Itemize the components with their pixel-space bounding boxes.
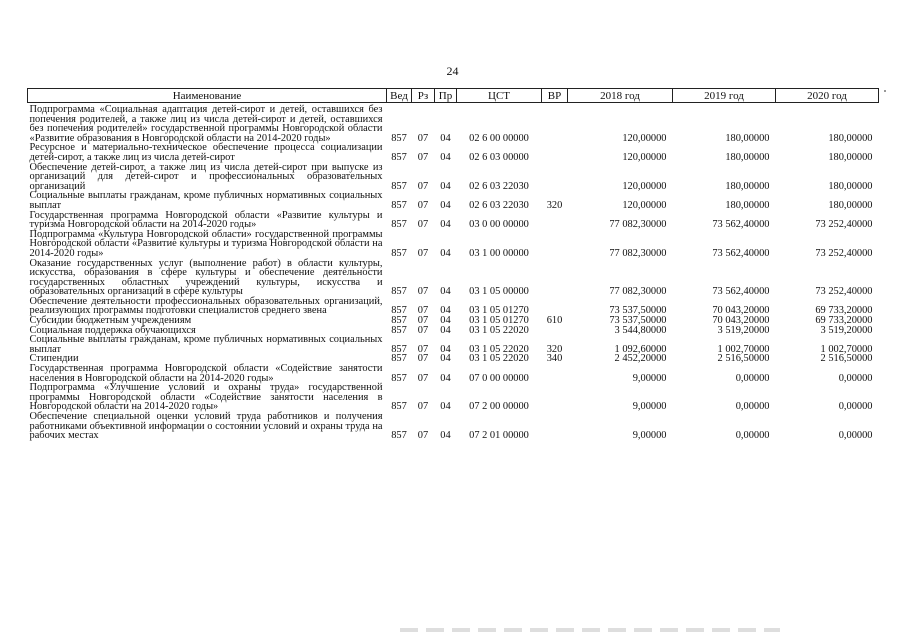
- cell-rz: 07: [417, 180, 429, 192]
- header-2019: 2019 год: [673, 89, 776, 103]
- cell-2020: 0,00000: [838, 401, 873, 413]
- cell-2019: 73 562,40000: [712, 219, 770, 231]
- table-row: [28, 297, 879, 316]
- cell-2019: 0,00000: [735, 372, 770, 384]
- cell-ved: 857: [391, 247, 407, 259]
- cell-name: Обеспечение детей-сирот, а также лиц из числа детей-сирот при выпуске из организаций для детей-сирот и профессиональных образовательных организаций: [29, 161, 383, 192]
- cell-ved: 857: [391, 324, 407, 336]
- cell-ved: 857: [391, 199, 407, 211]
- cell-2020: 1 002,70000: [820, 343, 873, 355]
- cell-rz: 07: [417, 132, 429, 144]
- table-row: [28, 163, 879, 192]
- cell-pr: 04: [440, 219, 451, 231]
- cell-ved: 857: [391, 286, 407, 298]
- cell-vr: [542, 383, 568, 412]
- cell-2018: 120,00000: [622, 180, 667, 192]
- table-header-row: [28, 89, 879, 103]
- table-row: [28, 383, 879, 412]
- cell-ved: 857: [391, 343, 407, 355]
- cell-2018: 9,00000: [632, 372, 667, 384]
- cell-cst: 02 6 00 00000: [469, 132, 529, 144]
- cell-rz: 07: [417, 430, 429, 442]
- table-row: [28, 364, 879, 383]
- cell-cst: 02 6 03 00000: [469, 151, 529, 163]
- cell-cst: 02 6 03 22030: [469, 180, 529, 192]
- cell-ved: 857: [391, 219, 407, 231]
- cell-2020: 73 252,40000: [815, 286, 873, 298]
- cell-pr: 04: [440, 343, 451, 355]
- cell-rz: 07: [417, 286, 429, 298]
- cell-ved: 857: [391, 180, 407, 192]
- cell-cst: 03 1 05 00000: [469, 286, 529, 298]
- cell-ved: 857: [391, 305, 407, 317]
- header-2018: 2018 год: [568, 89, 673, 103]
- cell-2020: 180,00000: [828, 151, 873, 163]
- cell-2019: 73 562,40000: [712, 247, 770, 259]
- cell-2018: 3 544,80000: [614, 324, 667, 336]
- cell-pr: 04: [440, 132, 451, 144]
- cell-2020: 3 519,20000: [820, 324, 873, 336]
- cell-name: Государственная программа Новгородской области «Содействие занятости населения в Новгородской области на 2014-2020 годы»: [29, 363, 383, 384]
- cell-vr: [542, 163, 568, 192]
- cell-pr: 04: [440, 315, 451, 327]
- cell-cst: 07 2 01 00000: [469, 430, 529, 442]
- header-pr: Пр: [435, 89, 457, 103]
- cell-name: Социальная поддержка обучающихся: [29, 324, 196, 336]
- cell-name: Государственная программа Новгородской области «Развитие культуры и туризма Новгородской области на 2014-2020 годы»: [29, 209, 383, 231]
- cell-2019: 3 519,20000: [717, 324, 770, 336]
- cell-name: Ресурсное и материально-техническое обеспечение процесса социализации детей-сирот, а также лиц из числа детей-сирот: [29, 142, 383, 163]
- cell-cst: 07 2 00 00000: [469, 401, 529, 413]
- cell-vr: [542, 297, 568, 316]
- cell-pr: 04: [440, 324, 451, 336]
- cell-2020: 73 252,40000: [815, 219, 873, 231]
- cell-vr: [542, 211, 568, 230]
- cell-2019: 0,00000: [735, 401, 770, 413]
- cell-vr: [542, 259, 568, 297]
- cell-pr: 04: [440, 151, 451, 163]
- cell-cst: 07 0 00 00000: [469, 372, 529, 384]
- header-name: Наименование: [28, 89, 387, 103]
- cell-2020: 180,00000: [828, 132, 873, 144]
- table-row: [28, 230, 879, 259]
- table-row: [28, 335, 879, 354]
- cell-vr: 340: [546, 353, 563, 365]
- cell-name: Подпрограмма «Улучшение условий и охраны труда» государственной программы Новгородской области «Содействие занятости населения в Новгородской области на 2014-2020 годы»: [29, 382, 383, 413]
- header-cst: ЦСТ: [457, 89, 542, 103]
- cell-ved: 857: [391, 372, 407, 384]
- cell-name: Субсидии бюджетным учреждениям: [29, 315, 192, 327]
- cell-rz: 07: [417, 219, 429, 231]
- header-ved: Вед: [387, 89, 412, 103]
- cell-vr: [542, 364, 568, 383]
- cell-cst: 03 1 00 00000: [469, 247, 529, 259]
- cell-pr: 04: [440, 199, 451, 211]
- cell-2019: 1 002,70000: [717, 343, 770, 355]
- header-vr: ВР: [542, 89, 568, 103]
- cell-rz: 07: [417, 372, 429, 384]
- cell-cst: 03 0 00 00000: [469, 219, 529, 231]
- cell-2019: 73 562,40000: [712, 286, 770, 298]
- header-rz: Рз: [412, 89, 435, 103]
- cell-2019: 180,00000: [725, 132, 770, 144]
- cell-pr: 04: [440, 180, 451, 192]
- cell-ved: 857: [391, 430, 407, 442]
- cell-ved: 857: [391, 151, 407, 163]
- cell-2020: 69 733,20000: [815, 305, 873, 317]
- cell-2018: 77 082,30000: [609, 219, 667, 231]
- cell-rz: 07: [417, 324, 429, 336]
- cell-2018: 120,00000: [622, 132, 667, 144]
- cell-rz: 07: [417, 315, 429, 327]
- cell-pr: 04: [440, 247, 451, 259]
- cell-pr: 04: [440, 372, 451, 384]
- cell-pr: 04: [440, 353, 451, 365]
- cell-2018: 120,00000: [622, 151, 667, 163]
- cell-2018: 77 082,30000: [609, 286, 667, 298]
- cell-2020: 2 516,50000: [820, 353, 873, 365]
- cell-rz: 07: [417, 247, 429, 259]
- cell-2018: 9,00000: [632, 401, 667, 413]
- cell-2019: 180,00000: [725, 180, 770, 192]
- cell-rz: 07: [417, 199, 429, 211]
- cell-name: Обеспечение специальной оценки условий труда работников и получения работниками объективной информации о состоянии условий и охраны труда на рабочих местах: [29, 411, 383, 442]
- cell-vr: [542, 103, 568, 144]
- cell-name: Обеспечение деятельности профессиональных образовательных организаций, реализующих программы подготовки специалистов среднего звена: [29, 295, 383, 317]
- cell-rz: 07: [417, 401, 429, 413]
- cell-vr: [542, 326, 568, 336]
- cell-vr: 610: [546, 315, 563, 327]
- cell-pr: 04: [440, 430, 451, 442]
- cell-vr: [542, 143, 568, 162]
- cell-rz: 07: [417, 305, 429, 317]
- cell-2019: 2 516,50000: [717, 353, 770, 365]
- cell-cst: 03 1 05 22020: [469, 324, 529, 336]
- cell-pr: 04: [440, 305, 451, 317]
- cell-2018: 77 082,30000: [609, 247, 667, 259]
- table-row: [28, 191, 879, 210]
- table-row: [28, 211, 879, 230]
- table-row: [28, 259, 879, 297]
- cell-2018: 1 092,60000: [614, 343, 667, 355]
- cell-ved: 857: [391, 353, 407, 365]
- cell-2019: 180,00000: [725, 151, 770, 163]
- cell-pr: 04: [440, 286, 451, 298]
- cell-2018: 73 537,50000: [609, 315, 667, 327]
- cell-vr: 320: [546, 199, 563, 211]
- cell-2019: 180,00000: [725, 199, 770, 211]
- cell-ved: 857: [391, 401, 407, 413]
- cell-ved: 857: [391, 315, 407, 327]
- header-2020: 2020 год: [776, 89, 879, 103]
- cell-rz: 07: [417, 343, 429, 355]
- cell-2019: 70 043,20000: [712, 305, 770, 317]
- cell-cst: 02 6 03 22030: [469, 199, 529, 211]
- cell-2018: 9,00000: [632, 430, 667, 442]
- cell-cst: 03 1 05 22020: [469, 353, 529, 365]
- cell-2018: 120,00000: [622, 199, 667, 211]
- table-row: [28, 143, 879, 162]
- cell-rz: 07: [417, 151, 429, 163]
- cell-2020: 73 252,40000: [815, 247, 873, 259]
- cell-pr: 04: [440, 401, 451, 413]
- cell-name: Стипендии: [29, 353, 79, 365]
- cell-2020: 0,00000: [838, 430, 873, 442]
- cell-vr: [542, 412, 568, 441]
- cell-2018: 73 537,50000: [609, 305, 667, 317]
- budget-table: [27, 88, 879, 441]
- cell-2020: 180,00000: [828, 180, 873, 192]
- cell-2020: 0,00000: [838, 372, 873, 384]
- cell-name: Социальные выплаты гражданам, кроме публичных нормативных социальных выплат: [29, 334, 383, 355]
- cell-vr: 320: [546, 343, 563, 355]
- cell-name: Оказание государственных услуг (выполнение работ) в области культуры, искусства, образования в сфере культуры и обеспечение деятельности государственных областных учреждений культуры, искусства и образовательных организаций в сфере культуры: [29, 257, 383, 298]
- cell-name: Подпрограмма «Культура Новгородской области» государственной программы Новгородской области «Развитие культуры и туризма Новгородской области на 2014-2020 годы»: [29, 228, 383, 259]
- cell-vr: [542, 230, 568, 259]
- cell-2020: 180,00000: [828, 199, 873, 211]
- page-number: 24: [446, 64, 459, 78]
- cell-2018: 2 452,20000: [614, 353, 667, 365]
- cell-cst: 03 1 05 01270: [469, 315, 529, 327]
- table-row: [28, 412, 879, 441]
- cell-cst: 03 1 05 22020: [469, 343, 529, 355]
- cell-name: Социальные выплаты гражданам, кроме публичных нормативных социальных выплат: [29, 190, 383, 211]
- cell-2019: 70 043,20000: [712, 315, 770, 327]
- scan-mark: [884, 90, 886, 92]
- cell-name: Подпрограмма «Социальная адаптация детей-сирот и детей, оставшихся без попечения родителей, а также лиц из числа детей-сирот и детей, оставшихся без попечения родителей» государственной программы Новгородской области «Развитие образования в Новгородской области на 2014-2020 годы»: [29, 104, 383, 144]
- cell-2020: 69 733,20000: [815, 315, 873, 327]
- cell-cst: 03 1 05 01270: [469, 305, 529, 317]
- table-row: [28, 103, 879, 144]
- cell-ved: 857: [391, 132, 407, 144]
- faint-scan-artifact: [400, 628, 780, 632]
- cell-2019: 0,00000: [735, 430, 770, 442]
- cell-rz: 07: [417, 353, 429, 365]
